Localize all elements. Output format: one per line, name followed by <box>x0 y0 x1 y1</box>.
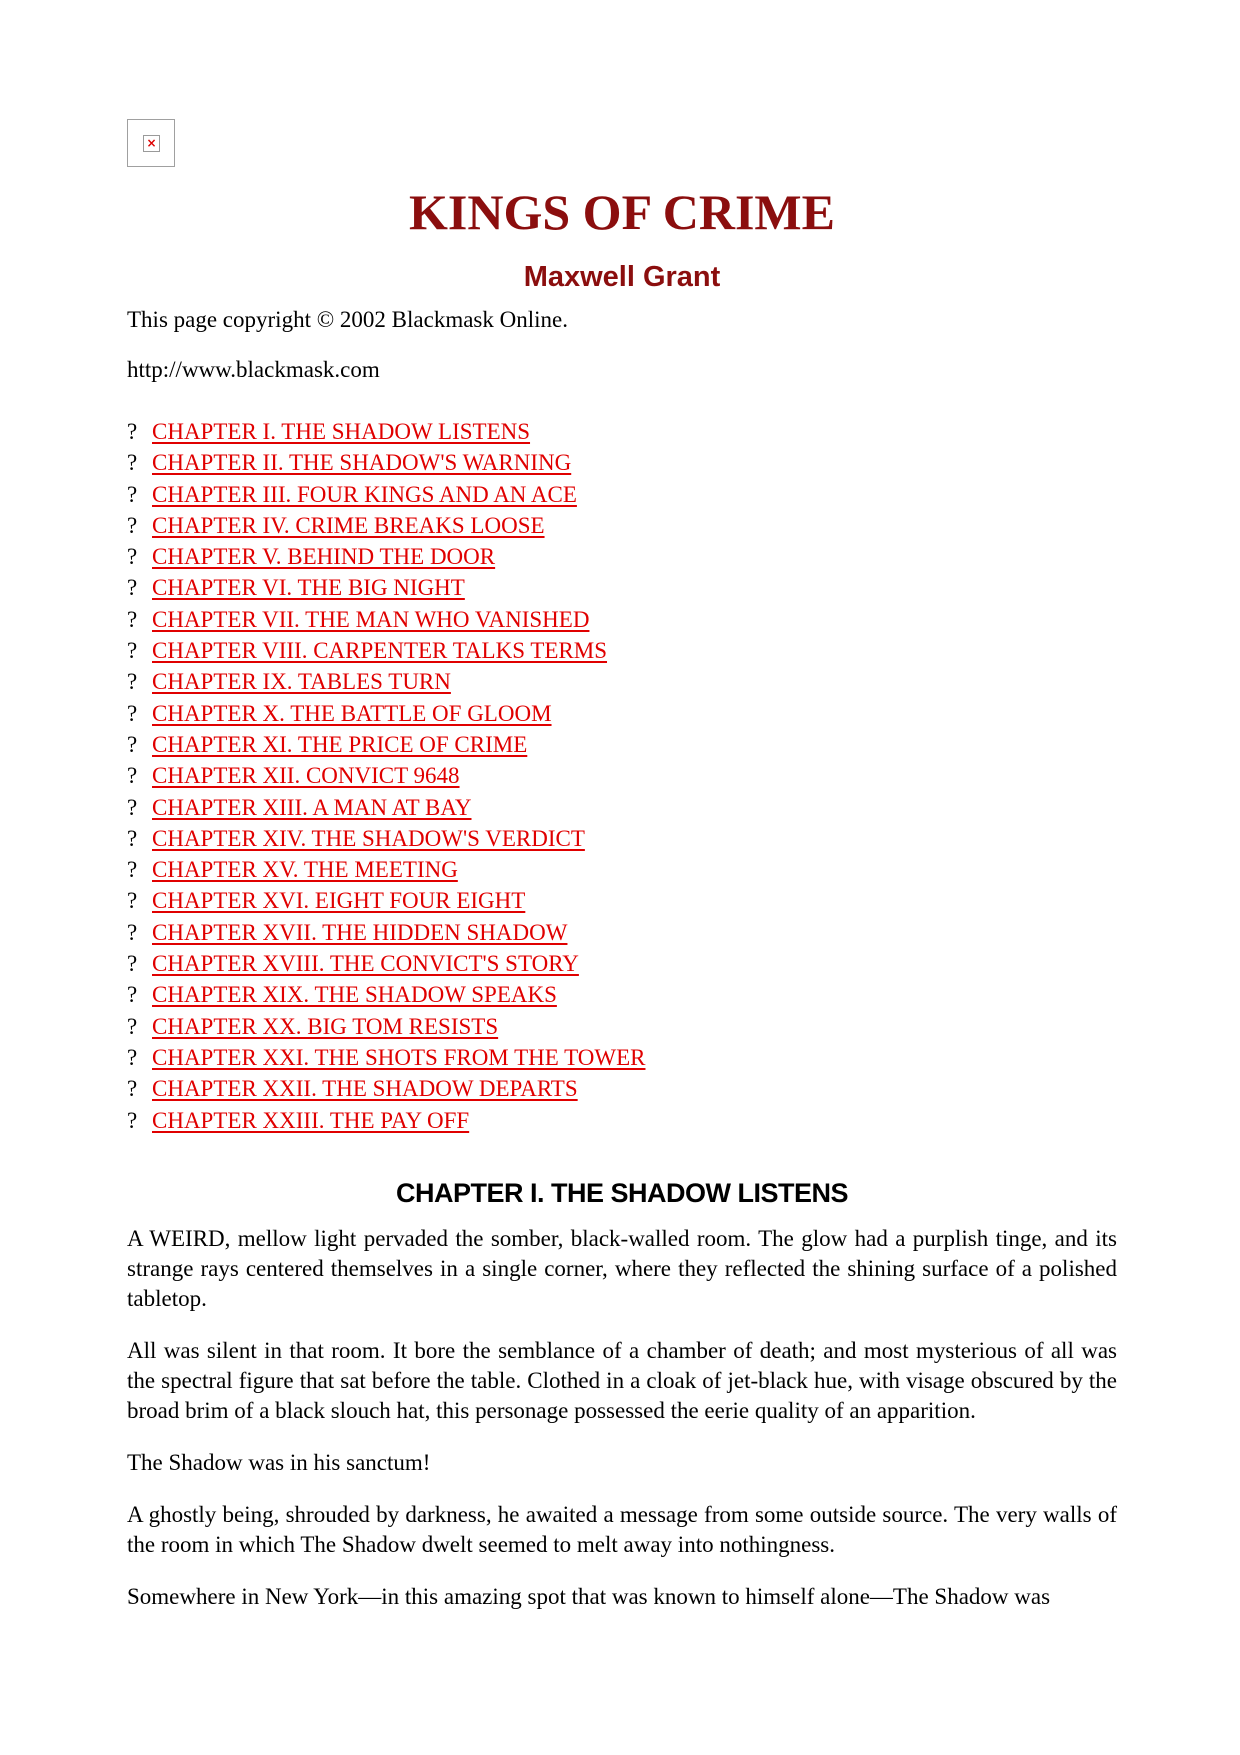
body-paragraph: Somewhere in New York—in this amazing spot that was known to himself alone—The Shadow was <box>127 1584 1051 1609</box>
toc-item <box>127 1107 645 1138</box>
toc-chapter-link[interactable]: CHAPTER IV. CRIME BREAKS LOOSE <box>152 512 545 538</box>
toc-chapter-link[interactable]: CHAPTER III. FOUR KINGS AND AN ACE <box>152 481 577 507</box>
toc-item <box>127 1075 645 1106</box>
source-url: http://www.blackmask.com <box>127 357 380 382</box>
toc-chapter-link[interactable]: CHAPTER VII. THE MAN WHO VANISHED <box>152 606 590 632</box>
body-paragraph: A WEIRD, mellow light pervaded the somber, black-walled room. The glow had a purplish tinge, and its strange rays centered themselves in a single corner, where they reflected the shining surface of a polished tabletop. <box>127 1226 1117 1311</box>
toc-chapter-link[interactable]: CHAPTER XXIII. THE PAY OFF <box>152 1107 470 1133</box>
toc-item <box>127 950 645 981</box>
toc-bullet: ? <box>127 700 138 726</box>
toc-item <box>127 981 645 1012</box>
toc-bullet: ? <box>127 575 138 601</box>
toc-item <box>127 606 645 637</box>
toc-chapter-link[interactable]: CHAPTER VIII. CARPENTER TALKS TERMS <box>152 638 608 664</box>
toc-item <box>127 1013 645 1044</box>
toc-item <box>127 668 645 699</box>
toc-item <box>127 637 645 668</box>
toc-bullet: ? <box>127 1013 138 1039</box>
toc-bullet: ? <box>127 888 138 914</box>
toc-item <box>127 700 645 731</box>
toc-chapter-link[interactable]: CHAPTER V. BEHIND THE DOOR <box>152 544 496 570</box>
toc-chapter-link[interactable]: CHAPTER XIX. THE SHADOW SPEAKS <box>152 982 557 1008</box>
toc-chapter-link[interactable]: CHAPTER XXII. THE SHADOW DEPARTS <box>152 1076 578 1102</box>
toc-chapter-link[interactable]: CHAPTER XIII. A MAN AT BAY <box>152 794 472 820</box>
toc-chapter-link[interactable]: CHAPTER XV. THE MEETING <box>152 857 458 883</box>
toc-item <box>127 418 645 449</box>
chapter-heading: CHAPTER I. THE SHADOW LISTENS <box>395 1178 848 1208</box>
toc-chapter-link[interactable]: CHAPTER X. THE BATTLE OF GLOOM <box>152 700 552 726</box>
toc-chapter-link[interactable]: CHAPTER I. THE SHADOW LISTENS <box>152 419 531 444</box>
broken-image-icon: × <box>143 135 160 152</box>
toc-bullet: ? <box>127 1044 138 1070</box>
toc-bullet: ? <box>127 512 138 538</box>
toc-bullet: ? <box>127 419 138 444</box>
toc-bullet: ? <box>127 731 138 757</box>
toc-bullet: ? <box>127 1107 138 1133</box>
toc-item <box>127 481 645 512</box>
body-paragraph: The Shadow was in his sanctum! <box>127 1450 431 1475</box>
toc-bullet: ? <box>127 450 138 476</box>
toc-item <box>127 731 645 762</box>
toc-chapter-link[interactable]: CHAPTER VI. THE BIG NIGHT <box>152 575 465 601</box>
toc-chapter-link[interactable]: CHAPTER II. THE SHADOW'S WARNING <box>152 450 572 476</box>
chapter-body <box>127 1224 1117 1634</box>
body-paragraph: All was silent in that room. It bore the semblance of a chamber of death; and most mysterious of all was the spectral figure that sat before the table. Clothed in a cloak of jet-black hue, with visage obscured by the broad brim of a black slouch hat, this personage possessed the eerie quality of an apparition. <box>127 1338 1117 1423</box>
toc-bullet: ? <box>127 1076 138 1102</box>
toc-bullet: ? <box>127 606 138 632</box>
table-of-contents <box>127 418 645 1138</box>
toc-bullet: ? <box>127 919 138 945</box>
book-title: KINGS OF CRIME <box>409 184 835 240</box>
toc-bullet: ? <box>127 951 138 977</box>
broken-image-placeholder <box>127 119 175 167</box>
toc-item <box>127 543 645 574</box>
book-author: Maxwell Grant <box>523 261 721 293</box>
toc-item <box>127 887 645 918</box>
toc-bullet: ? <box>127 857 138 883</box>
toc-bullet: ? <box>127 638 138 664</box>
toc-item <box>127 1044 645 1075</box>
toc-chapter-link[interactable]: CHAPTER XI. THE PRICE OF CRIME <box>152 731 528 757</box>
toc-item <box>127 825 645 856</box>
toc-bullet: ? <box>127 794 138 820</box>
toc-item <box>127 794 645 825</box>
toc-bullet: ? <box>127 481 138 507</box>
toc-bullet: ? <box>127 763 138 789</box>
toc-item <box>127 762 645 793</box>
toc-chapter-link[interactable]: CHAPTER XVII. THE HIDDEN SHADOW <box>152 919 568 945</box>
toc-chapter-link[interactable]: CHAPTER XVI. EIGHT FOUR EIGHT <box>152 888 526 914</box>
copyright-notice: This page copyright © 2002 Blackmask Online. <box>127 307 568 332</box>
toc-chapter-link[interactable]: CHAPTER XXI. THE SHOTS FROM THE TOWER <box>152 1044 646 1070</box>
toc-item <box>127 856 645 887</box>
toc-chapter-link[interactable]: CHAPTER XVIII. THE CONVICT'S STORY <box>152 951 579 977</box>
toc-item <box>127 919 645 950</box>
toc-bullet: ? <box>127 544 138 570</box>
toc-bullet: ? <box>127 982 138 1008</box>
body-paragraph: A ghostly being, shrouded by darkness, he awaited a message from some outside source. The very walls of the room in which The Shadow dwelt seemed to melt away into nothingness. <box>127 1502 1117 1557</box>
toc-chapter-link[interactable]: CHAPTER IX. TABLES TURN <box>152 669 451 695</box>
toc-item <box>127 574 645 605</box>
toc-item <box>127 512 645 543</box>
toc-bullet: ? <box>127 669 138 695</box>
toc-chapter-link[interactable]: CHAPTER XX. BIG TOM RESISTS <box>152 1013 499 1039</box>
toc-chapter-link[interactable]: CHAPTER XII. CONVICT 9648 <box>152 763 460 789</box>
toc-chapter-link[interactable]: CHAPTER XIV. THE SHADOW'S VERDICT <box>152 825 585 851</box>
toc-bullet: ? <box>127 825 138 851</box>
toc-item <box>127 449 645 480</box>
